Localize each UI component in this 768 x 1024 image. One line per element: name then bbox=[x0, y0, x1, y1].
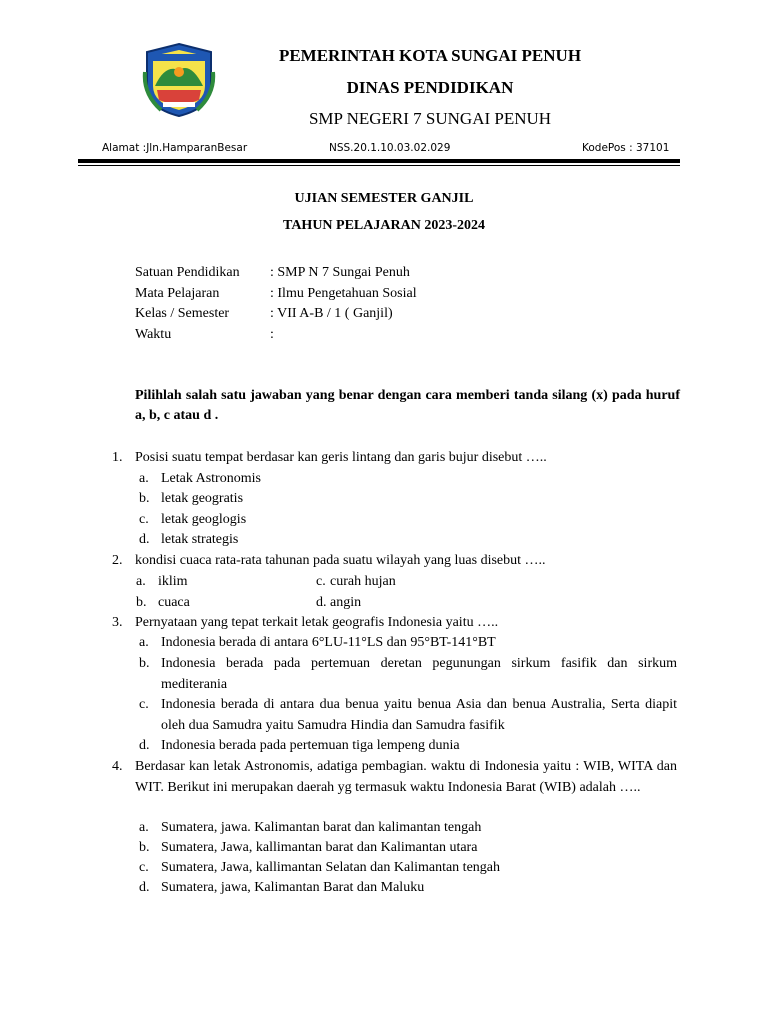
option-text: Sumatera, Jawa, kallimantan barat dan Kalimantan utara bbox=[161, 840, 478, 855]
exam-title: UJIAN SEMESTER GANJIL bbox=[294, 191, 474, 206]
question-text: kondisi cuaca rata-rata tahunan pada suatu wilayah yang luas disebut ….. bbox=[135, 553, 546, 568]
option-text: letak geoglogis bbox=[161, 512, 247, 527]
exam-instruction: Pilihlah salah satu jawaban yang benar dengan cara memberi tanda silang (x) pada huruf a, b, c atau d . bbox=[135, 388, 680, 423]
option-text: curah hujan bbox=[330, 574, 396, 589]
question-number: 4. bbox=[112, 759, 123, 774]
option-text: Sumatera, jawa, Kalimantan Barat dan Maluku bbox=[161, 880, 425, 895]
letterhead-divider-thin bbox=[78, 165, 680, 166]
option-letter: b. bbox=[139, 656, 150, 671]
identity-row bbox=[135, 306, 393, 322]
school-nss: NSS.20.1.10.03.02.029 bbox=[329, 142, 451, 154]
question-text: Posisi suatu tempat berdasar kan geris lintang dan garis bujur disebut ….. bbox=[135, 450, 547, 465]
option-text: Indonesia berada di antara dua benua yaitu benua Asia dan benua Australia, Serta diapit oleh dua Samudra yaitu Samudra Hindia dan Samudra fasifik bbox=[161, 697, 677, 733]
question-number: 2. bbox=[112, 553, 123, 568]
option-letter: d. bbox=[316, 595, 327, 610]
option-text: letak strategis bbox=[161, 532, 239, 547]
exam-year: TAHUN PELAJARAN 2023-2024 bbox=[283, 218, 485, 233]
option-letter: b. bbox=[139, 491, 150, 506]
option-text: Sumatera, Jawa, kallimantan Selatan dan Kalimantan tengah bbox=[161, 860, 500, 875]
identity-label: Waktu bbox=[135, 327, 172, 342]
question-text: Pernyataan yang tepat terkait letak geografis Indonesia yaitu ….. bbox=[135, 615, 499, 630]
identity-value: : bbox=[270, 327, 274, 342]
option-text: angin bbox=[330, 595, 362, 610]
identity-row bbox=[135, 265, 410, 281]
question-number: 3. bbox=[112, 615, 123, 630]
identity-value: : Ilmu Pengetahuan Sosial bbox=[270, 286, 417, 301]
identity-label: Mata Pelajaran bbox=[135, 286, 220, 301]
option-letter: a. bbox=[139, 820, 149, 835]
option-letter: c. bbox=[139, 512, 149, 527]
option-letter: c. bbox=[316, 574, 326, 589]
option-text: letak geogratis bbox=[161, 491, 244, 506]
option-text: Indonesia berada di antara 6°LU-11°LS dan 95°BT-141°BT bbox=[161, 635, 496, 650]
government-name: PEMERINTAH KOTA SUNGAI PENUH bbox=[278, 46, 582, 65]
school-postcode: KodePos : 37101 bbox=[582, 142, 670, 154]
option-text: Indonesia berada pada pertemuan tiga lempeng dunia bbox=[161, 738, 460, 753]
identity-value: : SMP N 7 Sungai Penuh bbox=[270, 265, 410, 280]
option-letter: a. bbox=[139, 635, 149, 650]
option-text: Indonesia berada pada pertemuan deretan pegunungan sirkum fasifik dan sirkum mediterania bbox=[161, 656, 677, 692]
option-letter: a. bbox=[136, 574, 146, 589]
option-letter: c. bbox=[139, 697, 149, 712]
identity-row bbox=[135, 286, 417, 302]
option-letter: d. bbox=[139, 880, 150, 895]
school-address: Alamat :Jln.HamparanBesar bbox=[102, 142, 248, 154]
option-text: Sumatera, jawa. Kalimantan barat dan kalimantan tengah bbox=[161, 820, 482, 835]
question-number: 1. bbox=[112, 450, 123, 465]
option-letter: d. bbox=[139, 532, 150, 547]
identity-row bbox=[135, 327, 274, 343]
option-text: cuaca bbox=[158, 595, 190, 610]
department-name: DINAS PENDIDIKAN bbox=[346, 78, 514, 97]
identity-value: : VII A-B / 1 ( Ganjil) bbox=[270, 306, 393, 321]
option-letter: d. bbox=[139, 738, 150, 753]
school-name: SMP NEGERI 7 SUNGAI PENUH bbox=[308, 109, 552, 128]
option-text: iklim bbox=[158, 574, 188, 589]
question-text: Berdasar kan letak Astronomis, adatiga pembagian. waktu di Indonesia yaitu : WIB, WITA dan WIT. Berikut ini merupakan daerah yg termasuk waktu Indonesia Barat (WIB) adalah ….. bbox=[135, 759, 677, 795]
identity-label: Satuan Pendidikan bbox=[135, 265, 240, 280]
option-letter: a. bbox=[139, 471, 149, 486]
option-letter: b. bbox=[139, 840, 150, 855]
identity-label: Kelas / Semester bbox=[135, 306, 230, 321]
option-text: Letak Astronomis bbox=[161, 471, 261, 486]
option-letter: b. bbox=[136, 595, 147, 610]
option-letter: c. bbox=[139, 860, 149, 875]
letterhead-divider-thick bbox=[78, 159, 680, 163]
